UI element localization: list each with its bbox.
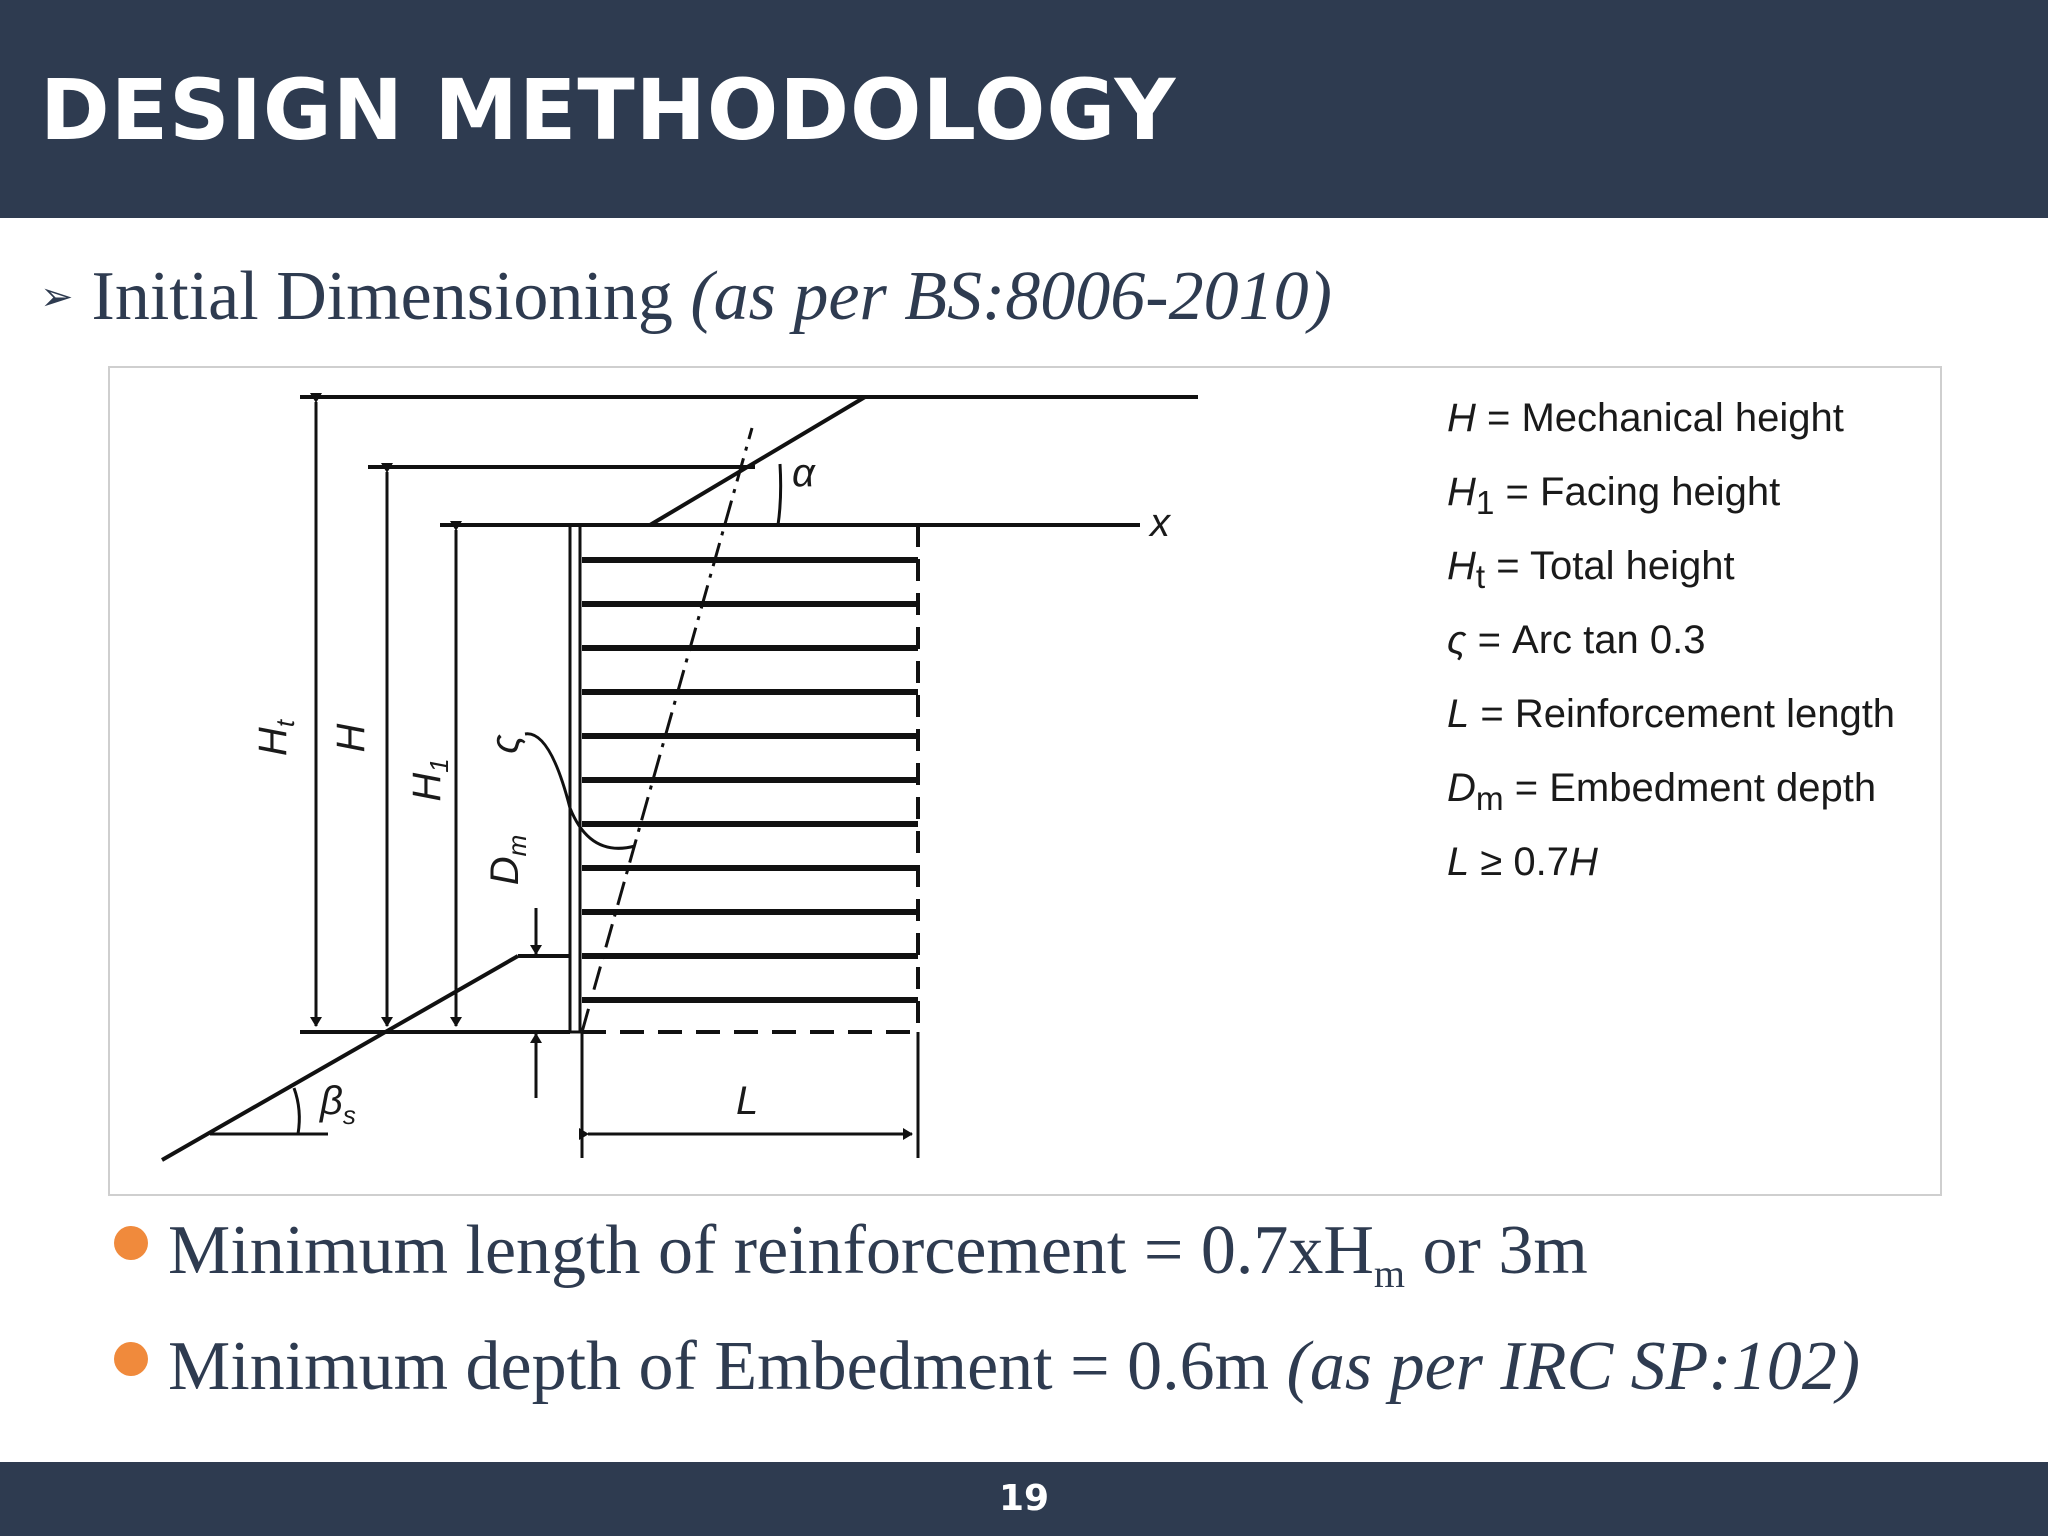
failure-line (582, 428, 752, 1032)
label-Ht: $H_t$ (251, 719, 300, 757)
legend-item: $H_t$ = Total height (1447, 544, 1735, 596)
subtitle (40, 252, 1332, 342)
label-H1: $H_1$ (405, 758, 454, 802)
top-slope-line (650, 397, 865, 525)
legend-item: L ≥ 0.7H (1447, 840, 1598, 884)
label-H: H (329, 723, 373, 753)
beta-arc (294, 1088, 299, 1134)
label-zeta: ς (483, 734, 527, 754)
bullet-item: Minimum depth of Embedment = 0.6m (as per IRC SP:102) (110, 1312, 1860, 1428)
label-Dm: $D_m$ (483, 834, 532, 886)
arrow-bullet-icon: ➢ (40, 273, 74, 319)
alpha-arc (778, 464, 781, 525)
label-L: L (736, 1079, 759, 1123)
bullet-item: Minimum length of reinforcement = $0.7xH_m$ or 3m (110, 1196, 1860, 1312)
legend-item: $D_m$ = Embedment depth (1447, 766, 1877, 818)
label-beta: $\beta_s$ (320, 1079, 356, 1130)
subtitle-reference: (as per BS:8006-2010) (690, 258, 1332, 335)
toe-slope-line (162, 956, 518, 1160)
orange-dot-icon (114, 1342, 148, 1376)
legend-item: ς = Arc tan 0.3 (1447, 618, 1706, 662)
diagram-legend (1447, 388, 1895, 906)
bullet-list (110, 1196, 1860, 1428)
header-bar (0, 0, 2048, 218)
slide-title: DESIGN METHODOLOGY (40, 61, 1177, 159)
label-x: x (1150, 501, 1170, 545)
footer-bar (0, 1462, 2048, 1536)
orange-dot-icon (114, 1226, 148, 1260)
reinforcement-strips (582, 560, 918, 1000)
subtitle-text: Initial Dimensioning (91, 258, 691, 335)
legend-item: H = Mechanical height (1447, 396, 1844, 440)
label-alpha: α (792, 451, 815, 495)
legend-item: $H_1$ = Facing height (1447, 470, 1781, 522)
facing-panel (570, 525, 580, 1032)
legend-item: L = Reinforcement length (1447, 692, 1896, 736)
page-number: 19 (998, 1478, 1050, 1519)
wall-diagram-figure (108, 366, 1942, 1196)
